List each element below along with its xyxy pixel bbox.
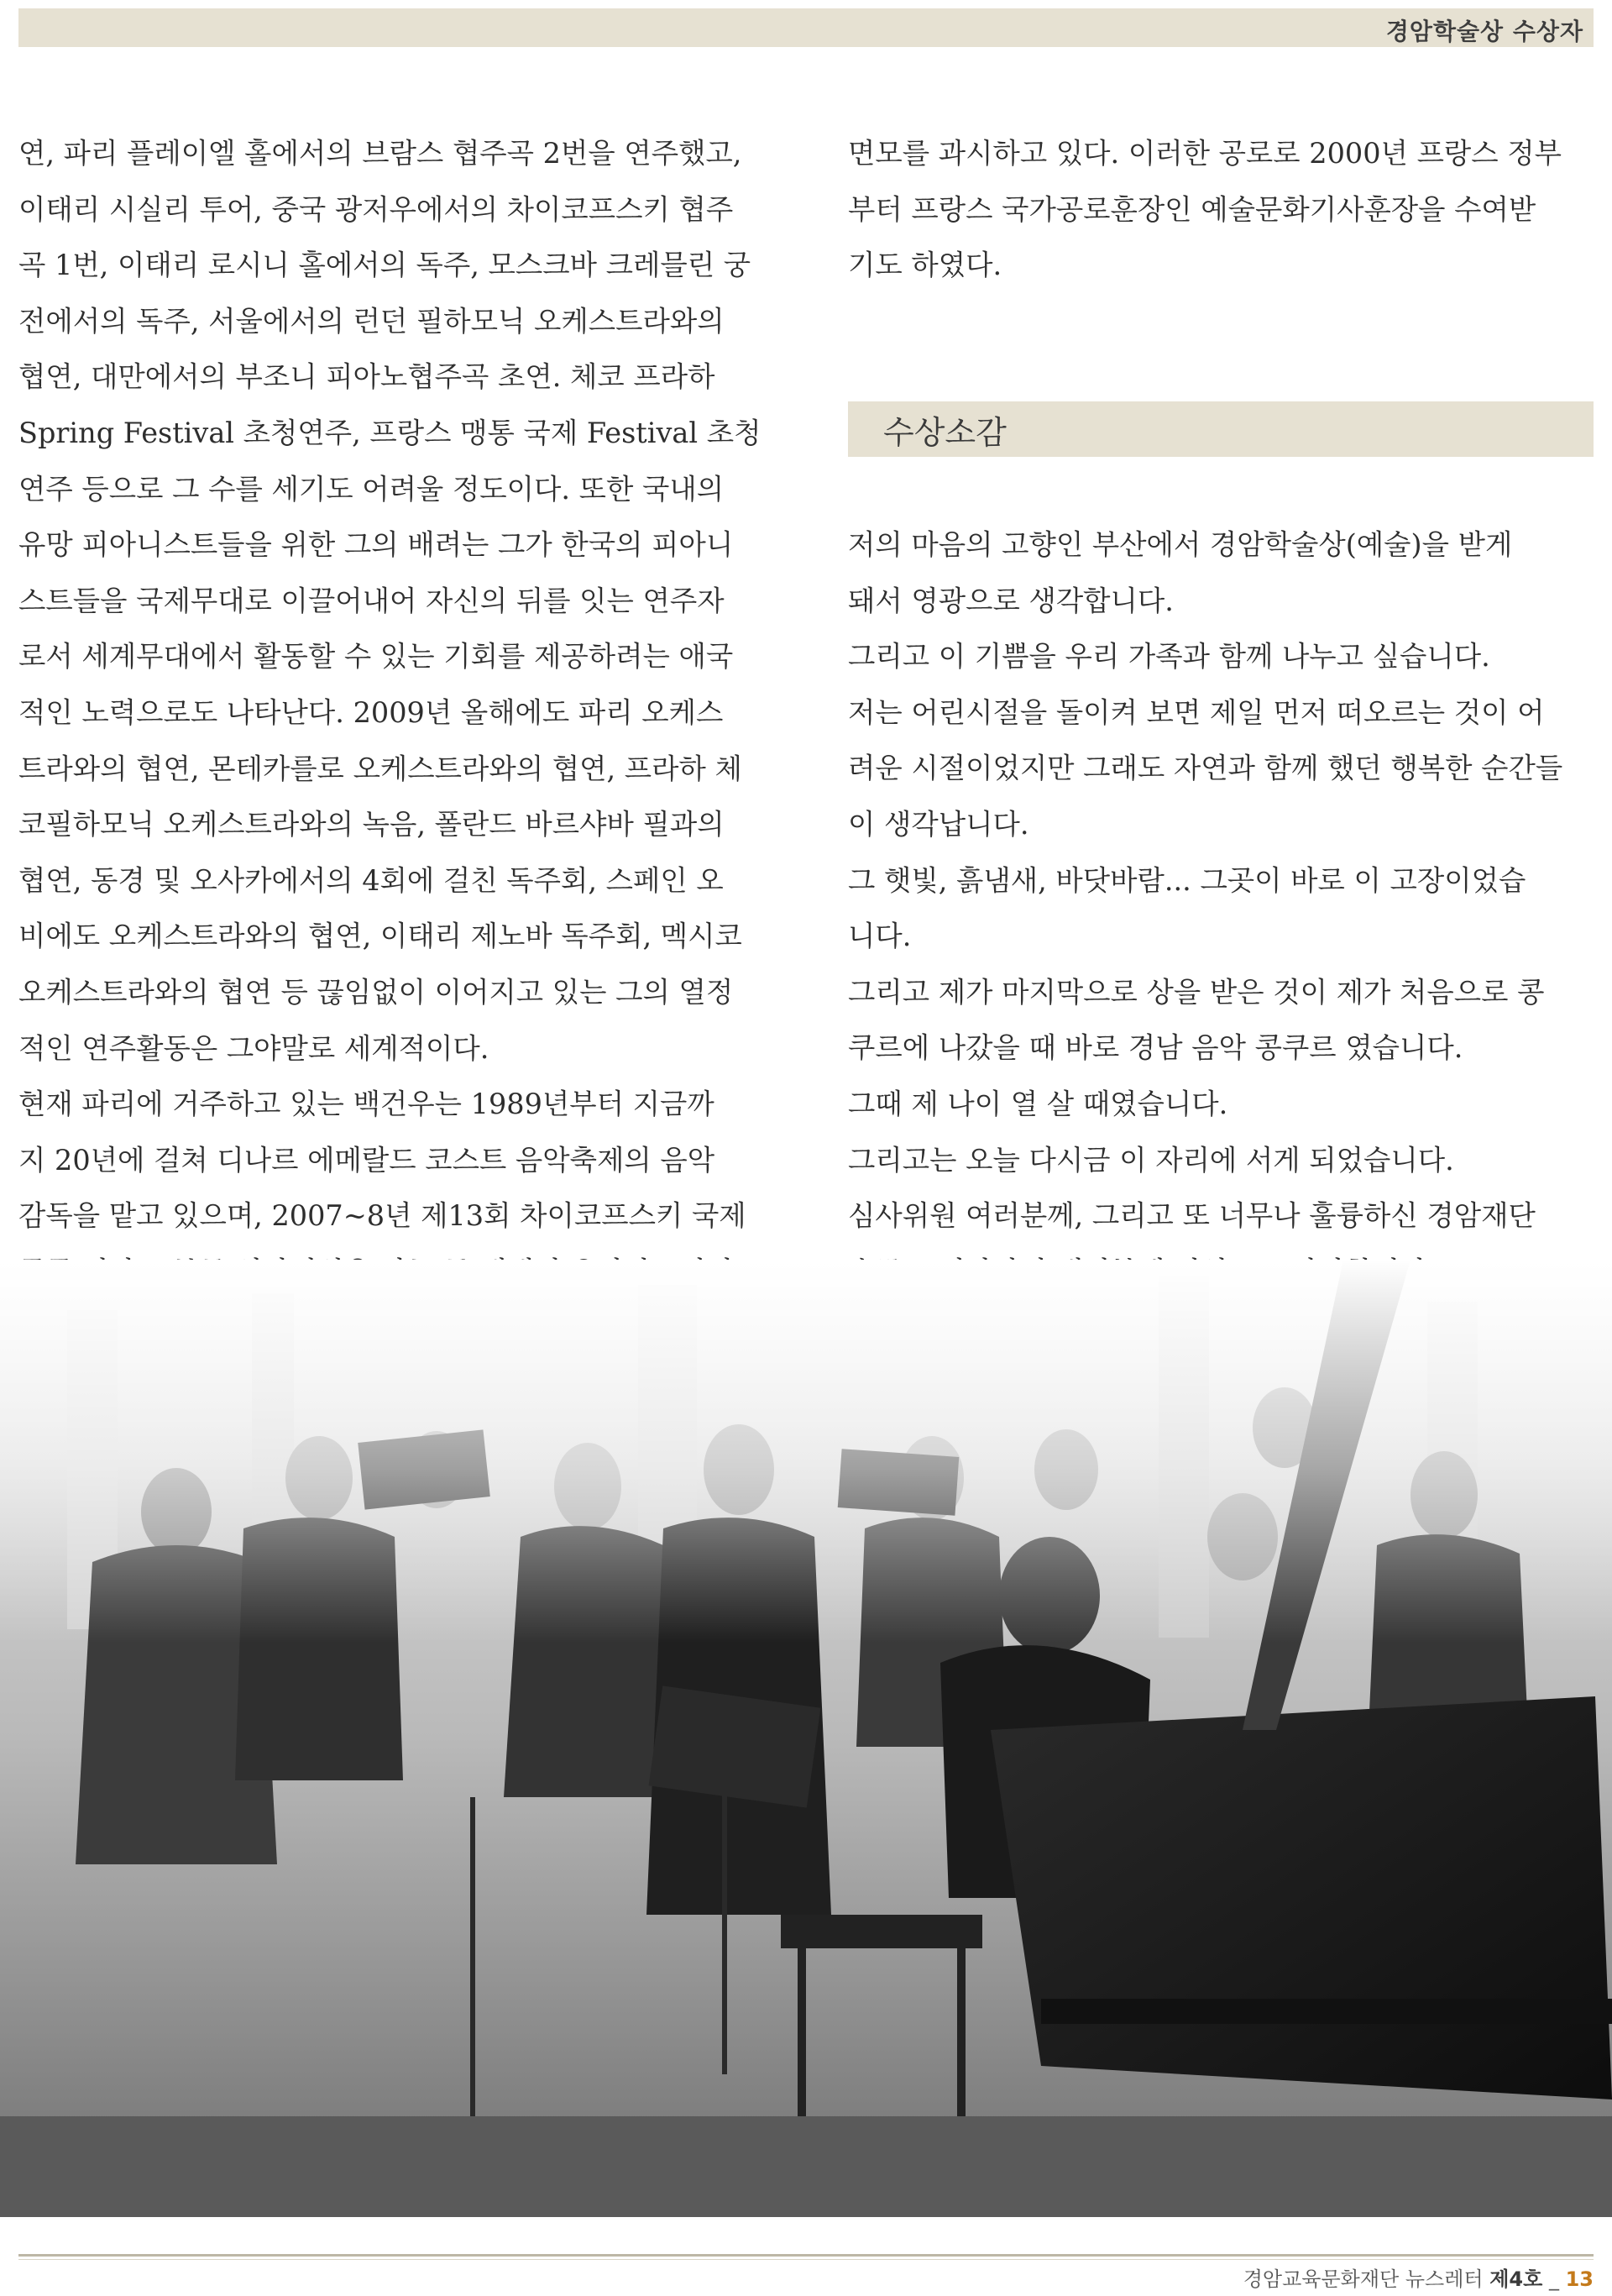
- body-text-line: 감독을 맡고 있으며, 2007~8년 제13회 차이코프스키 국제: [18, 1199, 746, 1233]
- body-text-line: 기도 하였다.: [848, 249, 1002, 282]
- body-text-line: Spring Festival 초청연주, 프랑스 맹통 국제 Festival 초청: [18, 416, 762, 449]
- speech-text-line: 그때 제 나이 열 살 때였습니다.: [848, 1087, 1228, 1120]
- body-text-line: 유망 피아니스트들을 위한 그의 배려는 그가 한국의 피아니: [18, 528, 734, 562]
- body-text-line: 오케스트라와의 협연 등 끊임없이 이어지고 있는 그의 열정: [18, 975, 734, 1009]
- body-text-line: 현재 파리에 거주하고 있는 백건우는 1989년부터 지금까: [18, 1088, 714, 1121]
- speech-text-line: 심사위원 여러분께, 그리고 또 너무나 훌륭하신 경암재단: [848, 1199, 1536, 1233]
- body-text-line: 연주 등으로 그 수를 세기도 어려울 정도이다. 또한 국내의: [18, 472, 725, 506]
- orchestra-photo: [0, 1260, 1612, 2217]
- subhead-bar: [848, 401, 1594, 457]
- section-label: 경암학술상 수상자: [1385, 18, 1583, 45]
- footer: [1243, 2262, 1594, 2292]
- footer-rule-thin: [18, 2259, 1594, 2260]
- footer-separator: _: [1548, 2267, 1559, 2291]
- body-text-line: 스트들을 국제무대로 이끌어내어 자신의 뒤를 잇는 연주자: [18, 584, 725, 617]
- body-text-line: 트라와의 협연, 몬테카를로 오케스트라와의 협연, 프라하 체: [18, 752, 742, 785]
- header-bar: [18, 8, 1594, 47]
- body-text-line: 코필하모닉 오케스트라와의 녹음, 폴란드 바르샤바 필과의: [18, 808, 725, 841]
- speech-text-line: 쿠르에 나갔을 때 바로 경남 음악 콩쿠르 였습니다.: [848, 1031, 1463, 1065]
- speech-text-line: 그리고는 오늘 다시금 이 자리에 서게 되었습니다.: [848, 1143, 1454, 1177]
- body-text-line: 부터 프랑스 국가공로훈장인 예술문화기사훈장을 수여받: [848, 192, 1536, 226]
- left-column: [18, 126, 764, 1300]
- acceptance-speech: [848, 517, 1594, 1300]
- speech-text-line: 니다.: [848, 920, 912, 953]
- body-text-line: 곡 1번, 이태리 로시니 홀에서의 독주, 모스크바 크레믈린 궁: [18, 249, 751, 282]
- speech-text-line: 돼서 영광으로 생각합니다.: [848, 584, 1174, 617]
- body-text-line: 적인 연주활동은 그야말로 세계적이다.: [18, 1031, 489, 1065]
- body-text-line: 지 20년에 걸쳐 디나르 에메랄드 코스트 음악축제의 음악: [18, 1143, 715, 1177]
- body-text-line: 적인 노력으로도 나타난다. 2009년 올해에도 파리 오케스: [18, 695, 724, 729]
- body-text-line: 이태리 시실리 투어, 중국 광저우에서의 차이코프스키 협주: [18, 192, 734, 226]
- speech-text-line: 이 생각납니다.: [848, 807, 1029, 841]
- body-text-line: 협연, 동경 및 오사카에서의 4회에 걸친 독주회, 스페인 오: [18, 863, 724, 897]
- body-text-line: 면모를 과시하고 있다. 이러한 공로로 2000년 프랑스 정부: [848, 137, 1562, 170]
- body-text-line: 협연, 대만에서의 부조니 피아노협주곡 초연. 체코 프라하: [18, 360, 715, 394]
- right-column-intro: [848, 126, 1594, 294]
- body-text-line: 비에도 오케스트라와의 협연, 이태리 제노바 독주회, 멕시코: [18, 920, 742, 953]
- speech-text-line: 려운 시절이었지만 그래도 자연과 함께 했던 행복한 순간들: [848, 752, 1563, 785]
- speech-text-line: 그 햇빛, 흙냄새, 바닷바람... 그곳이 바로 이 고장이었습: [848, 863, 1526, 897]
- body-text-line: 로서 세계무대에서 활동할 수 있는 기회를 제공하려는 애국: [18, 640, 734, 674]
- speech-text-line: 저는 어린시절을 돌이켜 보면 제일 먼저 떠오르는 것이 어: [848, 695, 1545, 729]
- body-text-line: 전에서의 독주, 서울에서의 런던 필하모닉 오케스트라와의: [18, 304, 725, 338]
- speech-text-line: 저의 마음의 고향인 부산에서 경암학술상(예술)을 받게: [848, 528, 1513, 561]
- footer-issue: 제4호: [1489, 2267, 1543, 2291]
- body-text-line: 연, 파리 플레이엘 홀에서의 브람스 협주곡 2번을 연주했고,: [18, 137, 742, 170]
- subhead-title: 수상소감: [883, 414, 1007, 451]
- page-number: 13: [1565, 2267, 1594, 2291]
- speech-text-line: 그리고 제가 마지막으로 상을 받은 것이 제가 처음으로 콩: [848, 975, 1545, 1009]
- footer-rule: [18, 2254, 1594, 2257]
- speech-text-line: 그리고 이 기쁨을 우리 가족과 함께 나누고 싶습니다.: [848, 640, 1490, 674]
- footer-publication: 경암교육문화재단 뉴스레터: [1243, 2267, 1484, 2291]
